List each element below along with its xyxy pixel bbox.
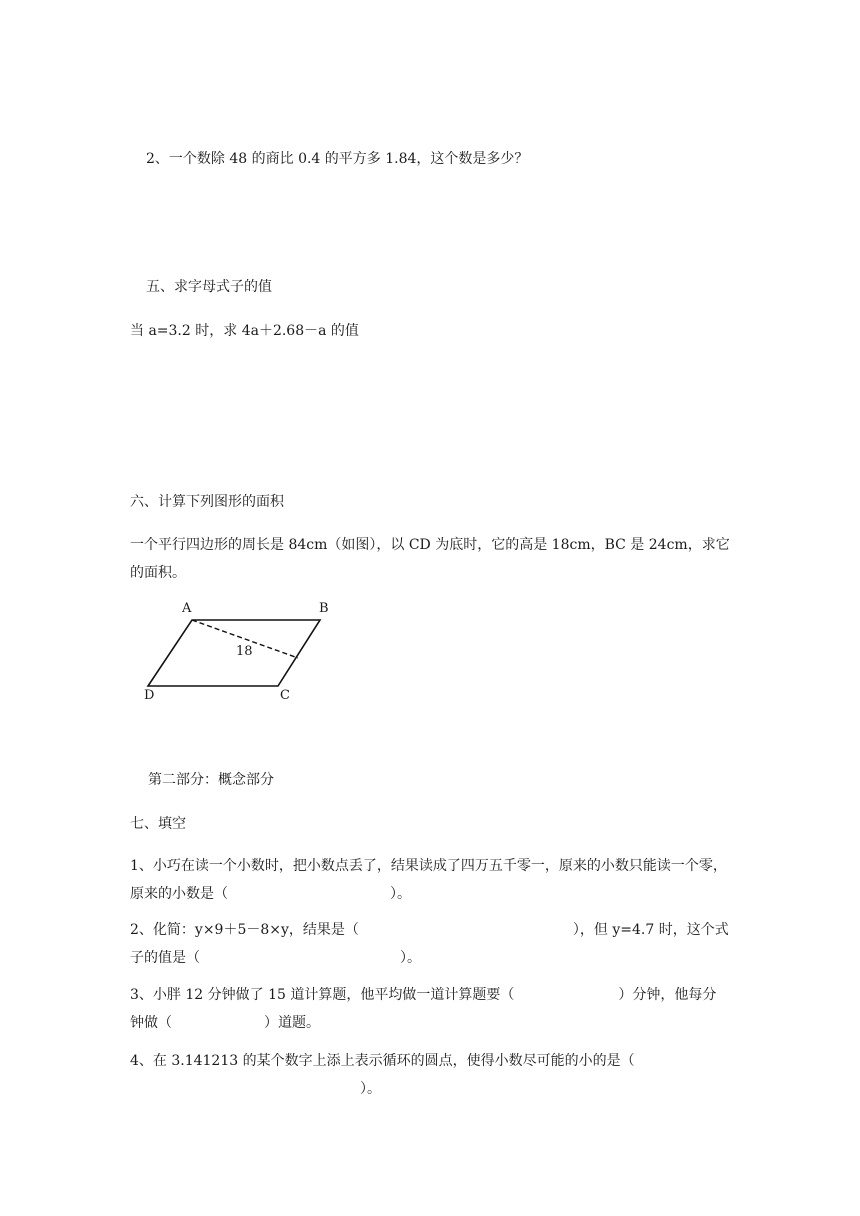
part-2-title: 第二部分：概念部分 xyxy=(148,772,274,788)
question-2: 2、一个数除 48 的商比 0.4 的平方多 1.84，这个数是多少？ xyxy=(146,151,529,167)
fill-question-1: 1、小巧在读一个小数时，把小数点丢了，结果读成了四万五千零一，原来的小数只能读一个零，原来的小数是（ ）。 xyxy=(130,858,727,902)
section-5-text: 当 a=3.2 时，求 4a＋2.68－a 的值 xyxy=(130,323,359,339)
vertex-b-label: B xyxy=(319,601,329,616)
section-6-title: 六、计算下列图形的面积 xyxy=(130,494,284,510)
section-6-text: 一个平行四边形的周长是 84cm（如图），以 CD 为底时，它的高是 18cm，BC 是 24cm，求它的面积。 xyxy=(130,537,730,581)
vertex-a-label: A xyxy=(182,601,192,616)
vertex-d-label: D xyxy=(144,688,155,703)
vertex-c-label: C xyxy=(280,688,290,703)
section-5-title: 五、求字母式子的值 xyxy=(146,279,272,295)
fill-question-4: 4、在 3.141213 的某个数字上添上表示循环的圆点，使得小数尽可能的小的是（）。 xyxy=(130,1053,635,1097)
parallelogram-figure xyxy=(140,596,360,706)
fill-question-3: 3、小胖 12 分钟做了 15 道计算题，他平均做一道计算题要（ ）分钟，他每分钟做（ ）道题。 xyxy=(130,987,717,1031)
height-label: 18 xyxy=(236,644,253,659)
fill-question-2: 2、化简：y×9＋5－8×y，结果是（ ），但 y=4.7 时，这个式子的值是（ ）。 xyxy=(130,922,729,966)
section-7-title: 七、填空 xyxy=(130,816,186,832)
parallelogram-shape xyxy=(148,620,320,686)
